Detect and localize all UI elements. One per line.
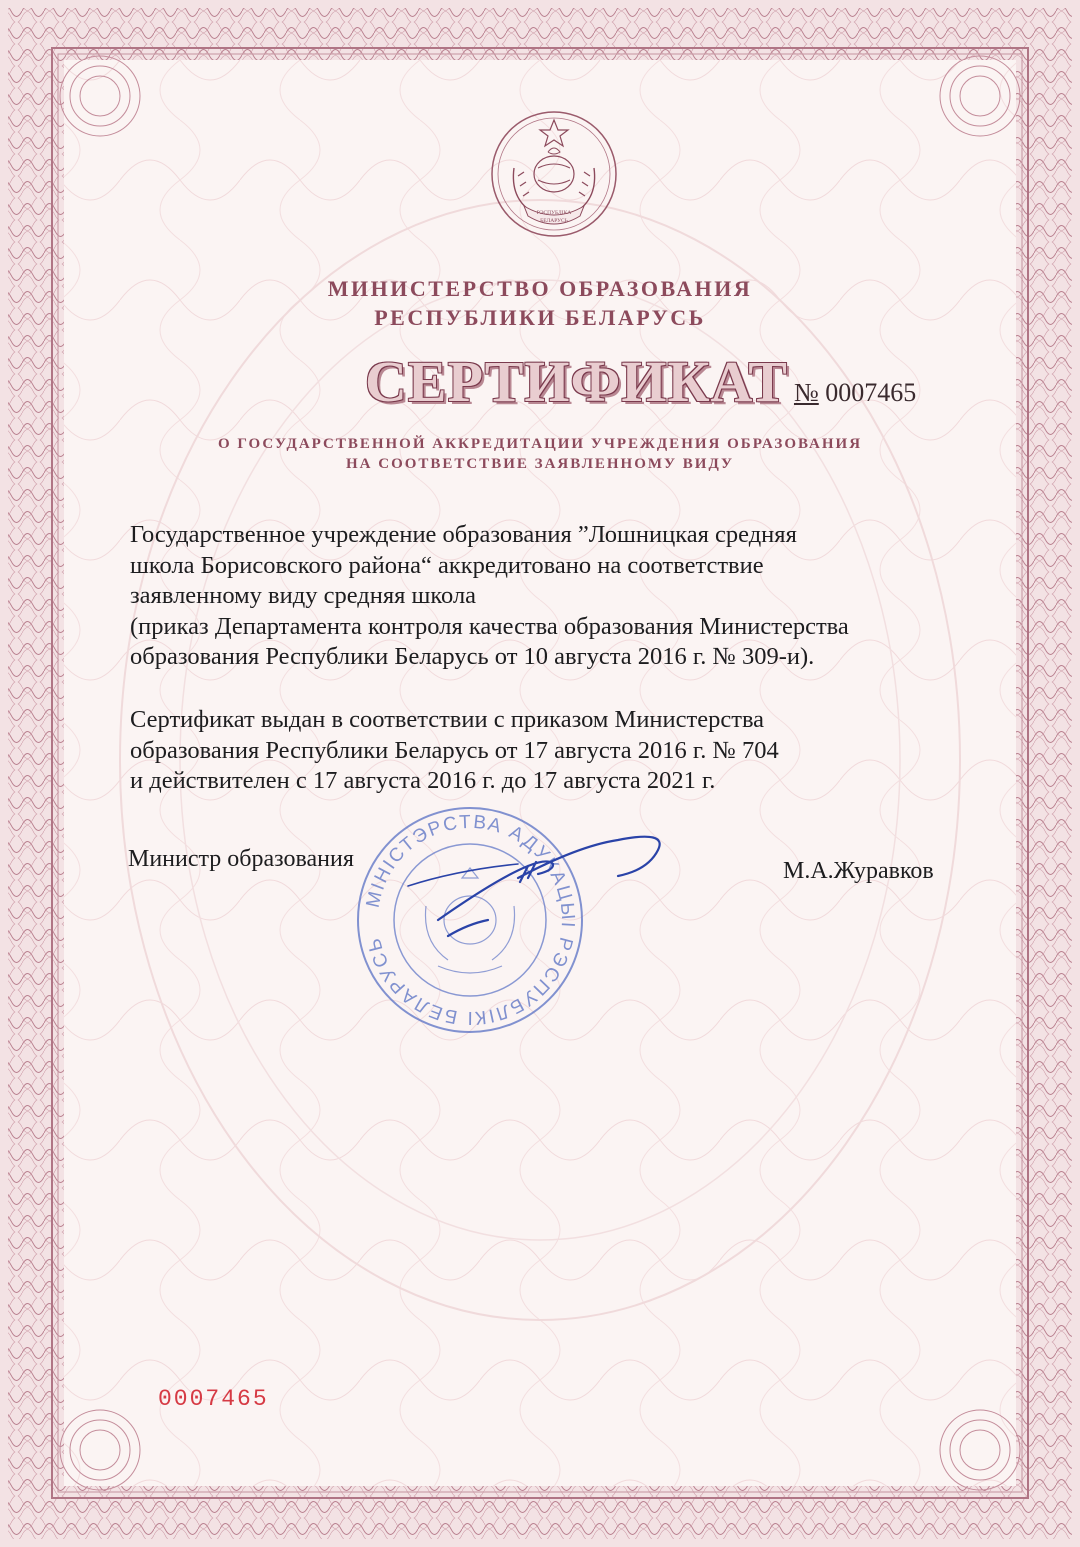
paragraph-line: Государственное учреждение образования ”Лошницкая средняя [130,521,797,548]
paragraph-line: образования Республики Беларусь от 10 августа 2016 г. № 309-и). [130,643,815,670]
paragraph-line: Сертификат выдан в соответствии с приказом Министерства [130,706,765,733]
serial-number: 0007465 [158,1386,269,1412]
stamp-text: МІНІСТЭРСТВА АДУКАЦЫІ РЭСПУБЛІКІ БЕЛАРУСЬ [362,811,579,1029]
ministry-name-line1: МИНИСТЕРСТВО ОБРАЗОВАНИЯ [327,276,753,301]
certificate-number-value: 0007465 [825,378,917,407]
certificate-subtitle-line2: НА СООТВЕТСТВИЕ ЗАЯВЛЕННОМУ ВИДУ [345,456,734,472]
signatory-position: Министр образования [128,846,354,872]
handwritten-signature [378,826,678,946]
paragraph-line: школа Борисовского района“ аккредитовано на соответствие [130,551,764,579]
certificate-number [794,378,916,407]
ministry-name-line2: РЕСПУБЛИКИ БЕЛАРУСЬ [374,305,706,330]
coat-of-arms-emblem [488,108,620,240]
validity-paragraph [130,705,960,797]
emblem-ribbon-line1: РЭСПУБЛІКА [536,210,572,216]
paragraph-line: (приказ Департамента контроля качества образования Министерства [130,612,849,640]
paragraph-line: заявленному виду средняя школа [130,582,477,609]
certificate-title-row [365,348,916,415]
accreditation-paragraph [130,520,960,673]
signatory-name: М.А.Журавков [783,858,934,884]
paragraph-line: образования Республики Беларусь от 17 августа 2016 г. № 704 [130,736,779,764]
certificate-title: СЕРТИФИКАТ [365,349,788,414]
paragraph-line: и действителен с 17 августа 2016 г. до 17 августа 2021 г. [130,767,716,794]
emblem-ribbon-line2: БЕЛАРУСЬ [540,218,568,224]
number-sign: № [793,378,819,407]
certificate-subtitle-line1: О ГОСУДАРСТВЕННОЙ АККРЕДИТАЦИИ УЧРЕЖДЕНИЯ ОБРАЗОВАНИЯ [217,436,863,452]
